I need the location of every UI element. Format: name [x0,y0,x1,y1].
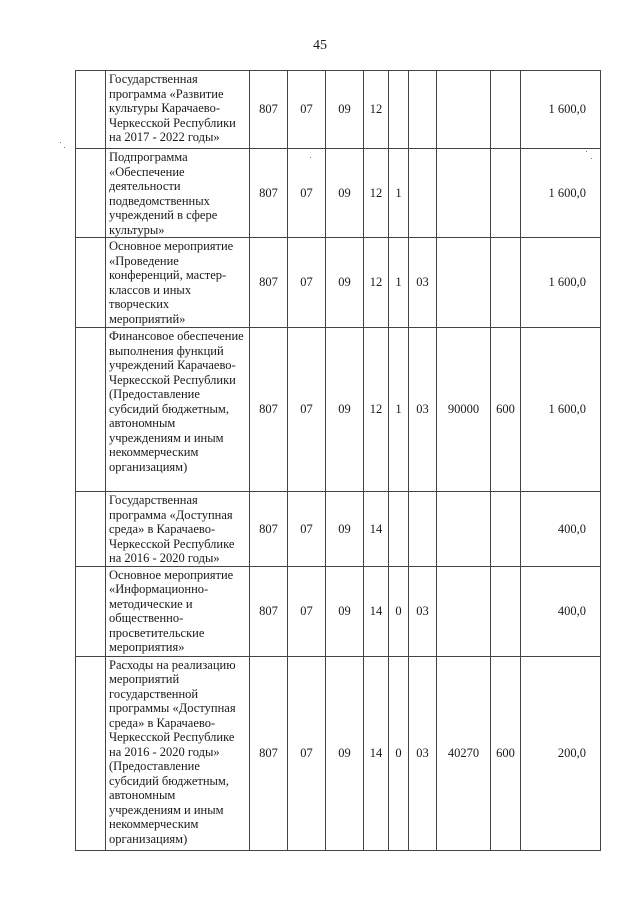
direction-code-cell [437,71,491,149]
direction-code-cell [437,149,491,238]
amount-cell: 1 600,0 [521,238,601,328]
ved-cell: 807 [250,71,288,149]
row-number-cell [76,566,106,656]
row-number-cell [76,238,106,328]
row-number-cell [76,149,106,238]
item-name-cell: Финансовое обеспечение выполнения функций учреждений Карачаево-Черкесской Республики (Предоставление субсидий бюджетным, автономным учреждениям и иным некоммерческим организациям) [106,328,250,492]
direction-code-cell [437,492,491,567]
item-name-cell: Подпрограмма «Обеспечение деятельности подведомственных учреждений в сфере культуры» [106,149,250,238]
program-code-cell: 14 [364,492,389,567]
budget-table [75,70,601,851]
item-name-cell: Основное мероприятие «Информационно-методические и общественно-просветительские мероприятия» [106,566,250,656]
subsection-cell: 09 [326,71,364,149]
subsection-cell: 09 [326,328,364,492]
activity-code-cell [409,149,437,238]
program-code-cell: 12 [364,149,389,238]
expense-type-cell [491,492,521,567]
activity-code-cell [409,71,437,149]
amount-cell: 1 600,0 [521,71,601,149]
program-code-cell: 12 [364,238,389,328]
table-row [76,656,601,850]
table-row [76,149,601,238]
subsection-cell: 09 [326,149,364,238]
program-code-cell: 12 [364,328,389,492]
section-cell: 07 [288,328,326,492]
activity-code-cell: 03 [409,656,437,850]
expense-type-cell [491,149,521,238]
amount-cell: 400,0 [521,566,601,656]
row-number-cell [76,492,106,567]
table-row [76,492,601,567]
ved-cell: 807 [250,566,288,656]
section-cell: 07 [288,71,326,149]
ved-cell: 807 [250,238,288,328]
table-row [76,566,601,656]
expense-type-cell [491,71,521,149]
direction-code-cell [437,238,491,328]
subprogram-code-cell [389,492,409,567]
item-name-cell: Государственная программа «Развитие культуры Карачаево-Черкесской Республики на 2017 - 2022 годы» [106,71,250,149]
scan-speck [591,158,592,159]
amount-cell: 200,0 [521,656,601,850]
expense-type-cell [491,238,521,328]
direction-code-cell: 40270 [437,656,491,850]
program-code-cell: 14 [364,656,389,850]
subsection-cell: 09 [326,238,364,328]
scan-speck [586,151,587,152]
activity-code-cell: 03 [409,238,437,328]
section-cell: 07 [288,149,326,238]
amount-cell: 1 600,0 [521,328,601,492]
page-number: 45 [313,38,327,53]
subsection-cell: 09 [326,656,364,850]
row-number-cell [76,328,106,492]
item-name-cell: Расходы на реализацию мероприятий государственной программы «Доступная среда» в Карачаево-Черкесской Республике на 2016 - 2020 годы» (Предоставление субсидий бюджетным, автономным учреждениям и иным некоммерческим организациям) [106,656,250,850]
subprogram-code-cell: 0 [389,656,409,850]
row-number-cell [76,656,106,850]
ved-cell: 807 [250,328,288,492]
table-row [76,71,601,149]
subprogram-code-cell: 1 [389,238,409,328]
item-name-cell: Государственная программа «Доступная среда» в Карачаево-Черкесской Республике на 2016 - 2020 годы» [106,492,250,567]
amount-cell: 1 600,0 [521,149,601,238]
subprogram-code-cell: 0 [389,566,409,656]
scan-speck [64,147,65,148]
table-row [76,238,601,328]
activity-code-cell: 03 [409,566,437,656]
subprogram-code-cell: 1 [389,149,409,238]
subprogram-code-cell: 1 [389,328,409,492]
direction-code-cell: 90000 [437,328,491,492]
activity-code-cell [409,492,437,567]
section-cell: 07 [288,656,326,850]
subprogram-code-cell [389,71,409,149]
section-cell: 07 [288,566,326,656]
expense-type-cell [491,566,521,656]
ved-cell: 807 [250,149,288,238]
program-code-cell: 14 [364,566,389,656]
section-cell: 07 [288,492,326,567]
ved-cell: 807 [250,656,288,850]
subsection-cell: 09 [326,566,364,656]
item-name-cell: Основное мероприятие «Проведение конференций, мастер-классов и иных творческих мероприятий» [106,238,250,328]
ved-cell: 807 [250,492,288,567]
table-row [76,328,601,492]
expense-type-cell: 600 [491,656,521,850]
scan-speck [60,142,61,143]
program-code-cell: 12 [364,71,389,149]
amount-cell: 400,0 [521,492,601,567]
subsection-cell: 09 [326,492,364,567]
section-cell: 07 [288,238,326,328]
direction-code-cell [437,566,491,656]
table-body [76,71,601,851]
expense-type-cell: 600 [491,328,521,492]
scan-speck [310,157,311,158]
row-number-cell [76,71,106,149]
activity-code-cell: 03 [409,328,437,492]
